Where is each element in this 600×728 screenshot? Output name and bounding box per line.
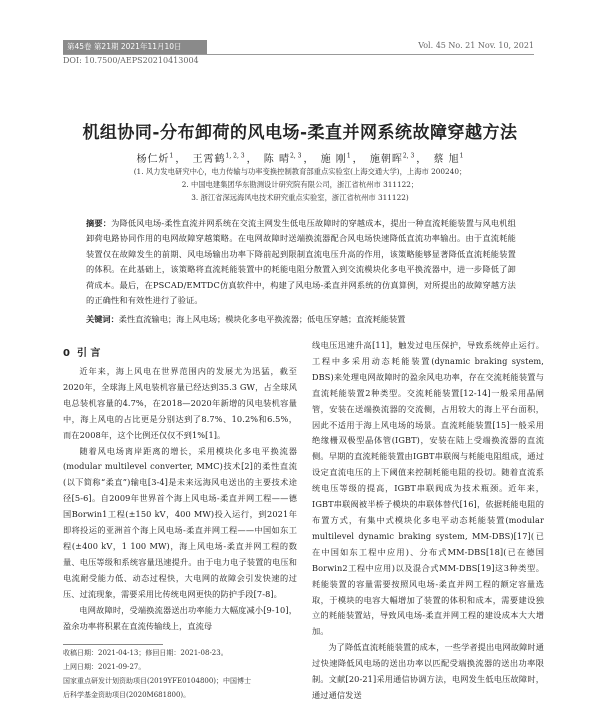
author: 杨仁炘$^1$ — [136, 152, 174, 165]
footnote: 上网日期：2021-09-27。 — [63, 663, 146, 671]
section-heading: 0 引 言 — [63, 348, 101, 359]
journal-volume: Vol. 45 No. 21 Nov. 10, 2021 — [418, 41, 534, 50]
issue-tag: 第45卷 第21期 2021年11月10日 — [63, 40, 207, 54]
paragraph: 近年来，海上风电在世界范围内的发展尤为迅猛，截至2020年，全球海上风电装机容量已经达到35.3 GW，占全球风电总装机容量的4.7%，在2018—2020年新增的风电装机容量中，海上风电的占比更是分别达到了8.7%、10.2%和6.5%，而在2008年，这个比例还仅仅不到1%[1]。 — [63, 366, 297, 440]
author: 施朝晖$^{2, 3}$ — [369, 152, 415, 165]
author-list: 杨仁炘$^1$ ， 王霄鹤$^{1, 2, 3}$ ， 陈 晴$^{2, 3}$ ， 施 刚$^1$ ， 施朝晖$^{2, 3}$ ， 蔡 旭$^1$ — [136, 152, 464, 165]
affiliation: (1. 风力发电研究中心，电力传输与功率变换控制教育部重点实验室(上海交通大学)，上海市 200240； — [133, 167, 467, 176]
footnote: 国家重点研发计划资助项目(2019YFE0104800)；中国博士 — [63, 677, 252, 685]
abstract-label: 摘要： — [86, 218, 112, 228]
author: 施 刚$^1$ — [320, 152, 351, 165]
keywords-text: 柔性直流输电；海上风电场；模块化多电平换流器；低电压穿越；直流耗能装置 — [118, 314, 406, 324]
abstract — [86, 216, 516, 308]
body-column-right — [312, 338, 544, 728]
author: 陈 晴$^{2, 3}$ — [263, 152, 302, 165]
paper-title: 机组协同-分布卸荷的风电场-柔直并网系统故障穿越方法 — [82, 123, 518, 143]
author: 蔡 旭$^1$ — [433, 152, 464, 165]
header-rule — [63, 54, 534, 55]
footnote: 后科学基金资助项目(2020M681800)。 — [63, 691, 191, 699]
doi: DOI: 10.7500/AEPS20210413004 — [63, 56, 199, 65]
paragraph: 为了降低直流耗能装置的成本，一些学者提出电网故障时通过快速降低风电场的送出功率以匹配受端换流器的送出功率限制。文献[20-21]采用通信协调方法，电网发生低电压故障时，通过通信发送 — [312, 642, 544, 700]
paragraph: 随着风电场离岸距离的增长，采用模块化多电平换流器(modular multilevel converter, MMC)技术[2]的柔性直流(以下简称“柔直”)输电[3-4]是未来远海风电送出的主要技术途径[5-6]。自2009年世界首个海上风电场-柔直并网工程——德国Borwin1工程(±150 kV，400 MW)投入运行，到2021年即将投运的亚洲首个海上风电场-柔直并网工程——中国如东工程(±400 kV，1 100 MW)，海上风电场-柔直并网工程的数量、电压等级和系统容量迅速提升。由于电力电子装置的电压和电流耐受能力低、动态过程快，大电网的故障会引发快速的过压、过流现象，需要采用比传统电网更快的防护手段[7-8]。 — [63, 445, 297, 599]
affiliation: 2. 中国电建集团华东勘测设计研究院有限公司，浙江省杭州市 311122； — [181, 180, 419, 189]
abstract-text: 为降低风电场-柔性直流并网系统在交流主网发生低电压故障时的穿越成本，提出一种直流耗能装置与风电机组卸荷电路协同作用的电网故障穿越策略。在电网故障时送端换流器配合风电场快速降低直流功率输出。由于直流耗能装置仅在故障发生的前期、风电场输出功率下降前起到限制直流电压升高的作用，该策略能够显著降低直流耗能装置的体积。在此基础上，该策略将直流耗能装置中的耗能电阻分散置入到交流模块化多电平换流器中，进一步降低了卸荷成本。最后，在PSCAD/EMTDC仿真软件中，构建了风电场-柔直并网系统的仿真算例，对所提出的故障穿越方法的正确性和有效性进行了验证。 — [86, 218, 516, 306]
body-column-left — [63, 364, 297, 646]
paragraph: 线电压迅速升高[11]，触发过电压保护，导致系统停止运行。工程中多采用动态耗能装置(dynamic braking system, DBS)来处理电网故障时的盈余风电功率，存在交流耗能装置与直流耗能装置2种类型。交流耗能装置[12-14]一般采用晶闸管，安装在送端换流器的交流侧，占用较大的海上平台面积，因此不适用于海上风电场的场景。直流耗能装置[15]一般采用绝缘栅双极型晶体管(IGBT)，安装在陆上受端换流器的直流侧。早期的直流耗能装置由IGBT串联阀与耗能电阻组成，通过设定直流电压的上下阈值来控制耗能电阻的投切。随着直流系统电压等级的提高，IGBT串联阀成为技术瓶颈。近年来，IGBT串联阀被半桥子模块的串联体替代[16]，依据耗能电阻的布置方式，有集中式模块化多电平动态耗能装置(modular multilevel dynamic braking system, MM-DBS)[17](已在中国如东工程中应用)、分布式MM-DBS[18](已在德国Borwin2工程中应用)以及混合式MM-DBS[19]这3种类型。耗能装置的容量需要按照风电场-柔直并网工程的额定容量选取，于模块的电容大幅增加了装置的体积和成本，需要建设独立的耗能装置站，导致风电场-柔直并网工程的建设成本大大增加。 — [312, 340, 544, 637]
keywords — [86, 314, 516, 325]
paragraph: 电网故障时，受端换流器送出功率能力大幅度减小[9-10]，盈余功率将积累在直流传输线上，直流母 — [63, 604, 297, 631]
footnote: 收稿日期：2021-04-13；修回日期：2021-08-23。 — [63, 649, 228, 657]
author: 王霄鹤$^{1, 2, 3}$ — [192, 152, 245, 165]
affiliation: 3. 浙江省深远海风电技术研究重点实验室，浙江省杭州市 311122) — [191, 193, 409, 202]
footnote-rule — [63, 644, 163, 645]
keywords-label: 关键词： — [86, 314, 119, 324]
